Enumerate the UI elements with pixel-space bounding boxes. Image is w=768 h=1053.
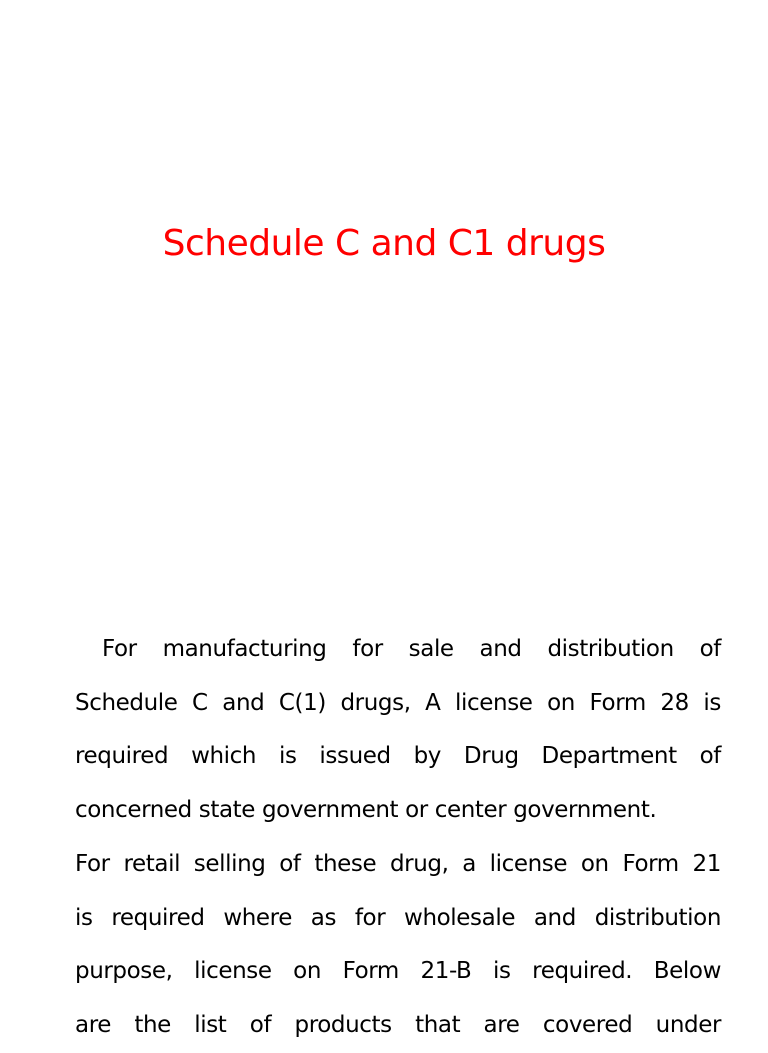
paragraph-line: For retail selling of these drug, a license on Form 21 (75, 850, 721, 877)
paragraph-line: concerned state government or center government. (75, 797, 657, 824)
page-title: Schedule C and C1 drugs (162, 223, 606, 264)
paragraph-line: required which is issued by Drug Department of (75, 743, 721, 770)
paragraph-line: Schedule C and C(1) drugs, A license on Form 28 is (75, 689, 721, 716)
paragraph-line: For manufacturing for sale and distribution of (102, 636, 721, 662)
body-paragraph (75, 623, 721, 1053)
paragraph-line: are the list of products that are covered under (75, 1011, 721, 1038)
paragraph-line: purpose, license on Form 21-B is required. Below (75, 958, 721, 985)
paragraph-line: is required where as for wholesale and distribution (75, 904, 721, 931)
